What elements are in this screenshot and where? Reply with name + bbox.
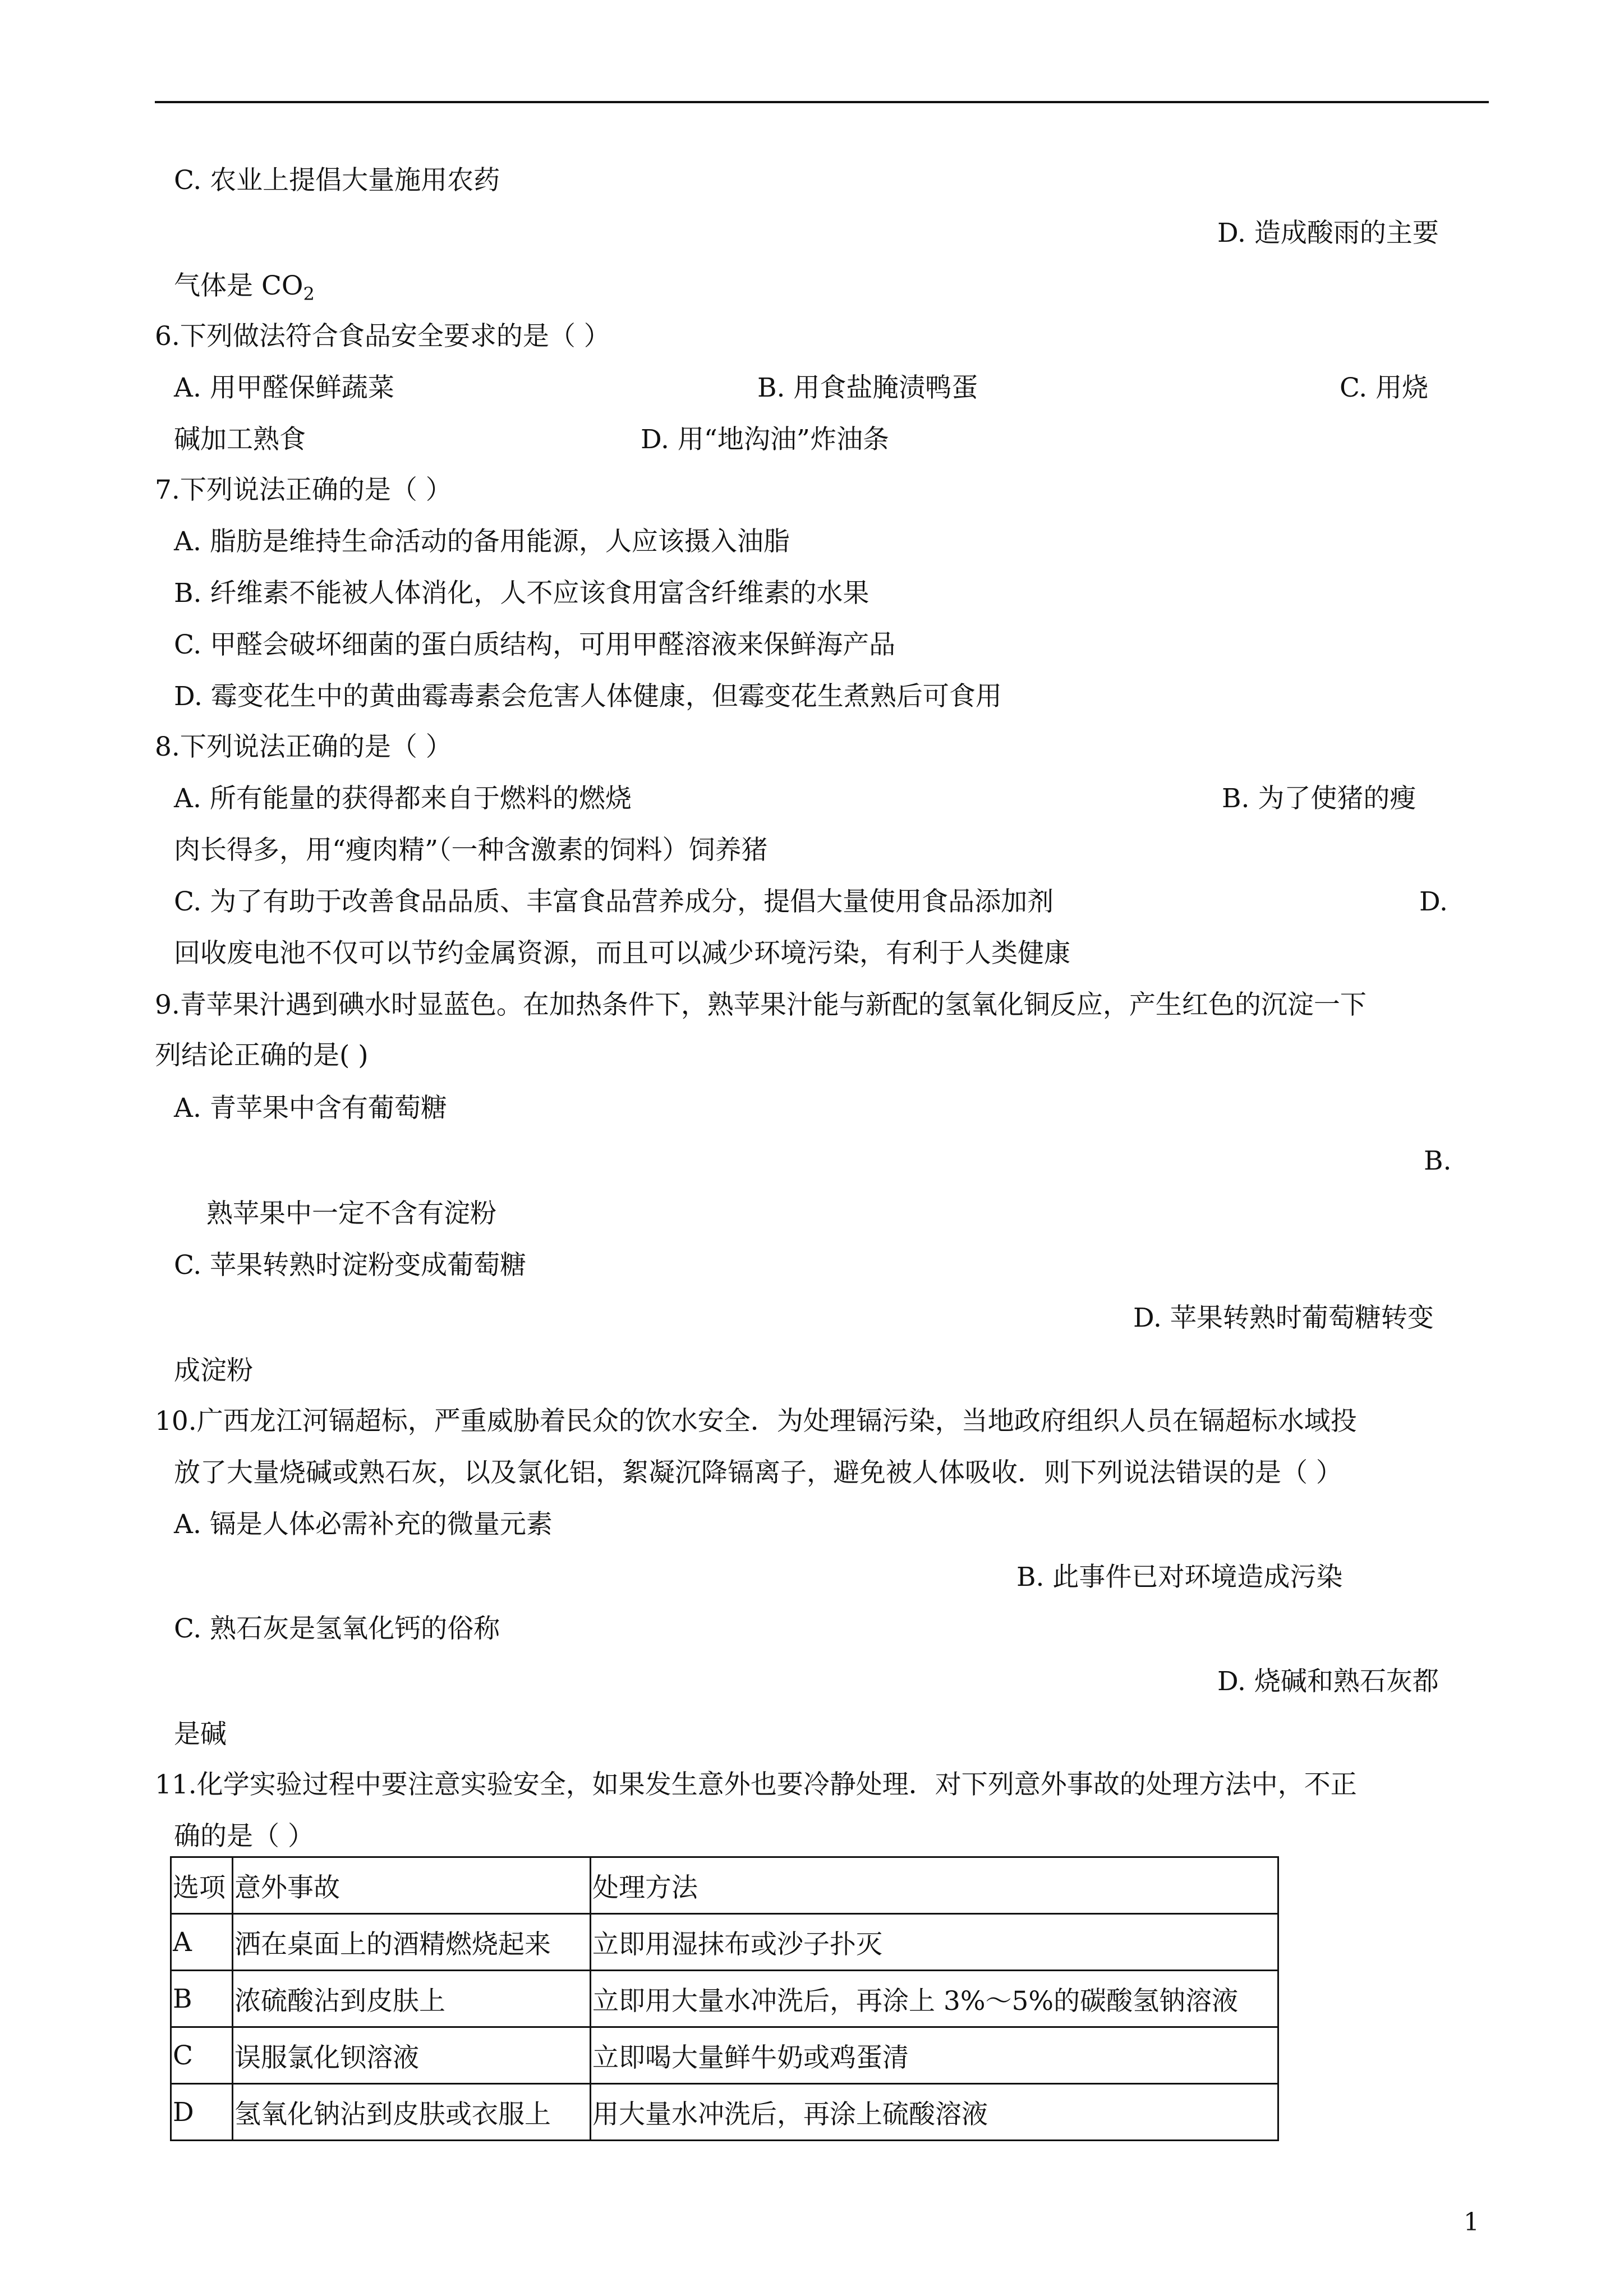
q10-option-b: B. 此事件已对环境造成污染 <box>1016 1562 1343 1593</box>
table-cell: 立即用湿抹布或沙子扑灭 <box>591 1914 1278 1971</box>
table-cell: A <box>171 1914 233 1971</box>
question-8: 8.下列说法正确的是（ ） <box>155 731 452 762</box>
table-cell: 立即用大量水冲洗后，再涂上 3%～5%的碳酸氢钠溶液 <box>591 1971 1278 2027</box>
q9-option-b: B. <box>1424 1145 1452 1176</box>
table-cell: D <box>171 2084 233 2141</box>
header-rule <box>155 101 1489 103</box>
table-cell: B <box>171 1971 233 2027</box>
question-9-continuation: 列结论正确的是( ) <box>155 1040 369 1071</box>
q9-option-b-continuation: 熟苹果中一定不含有淀粉 <box>206 1198 496 1229</box>
q6-option-d: D. 用“地沟油”炸油条 <box>641 424 889 455</box>
q9-option-c: C. 苹果转熟时淀粉变成葡萄糖 <box>174 1250 527 1281</box>
table-header-cell: 处理方法 <box>591 1857 1278 1914</box>
q7-option-c: C. 甲醛会破坏细菌的蛋白质结构，可用甲醛溶液来保鲜海产品 <box>174 629 896 660</box>
page-number: 1 <box>1464 2208 1479 2237</box>
table-cell: 立即喝大量鲜牛奶或鸡蛋清 <box>591 2027 1278 2084</box>
question-6: 6.下列做法符合食品安全要求的是（ ） <box>155 321 610 352</box>
q9-option-d-continuation: 成淀粉 <box>174 1355 253 1386</box>
table-row <box>171 1971 1278 2027</box>
table-cell: 误服氯化钡溶液 <box>233 2027 591 2084</box>
table-cell: 浓硫酸沾到皮肤上 <box>233 1971 591 2027</box>
q7-option-b: B. 纤维素不能被人体消化，人不应该食用富含纤维素的水果 <box>174 578 869 609</box>
q6-option-b: B. 用食盐腌渍鸭蛋 <box>757 372 978 403</box>
table-header-cell: 选项 <box>171 1857 233 1914</box>
question-11-continuation: 确的是（ ） <box>174 1821 314 1852</box>
question-10: 10.广西龙江河镉超标，严重威胁着民众的饮水安全．为处理镉污染，当地政府组织人员在镉超标水域投 <box>155 1406 1357 1437</box>
question-7: 7.下列说法正确的是（ ） <box>155 475 452 505</box>
table-row <box>171 2027 1278 2084</box>
accident-table <box>170 1856 1279 2141</box>
q8-option-c: C. 为了有助于改善食品品质、丰富食品营养成分，提倡大量使用食品添加剂 <box>174 886 1054 917</box>
q9-option-a: A. 青苹果中含有葡萄糖 <box>174 1093 447 1124</box>
option-d-line: D. 造成酸雨的主要 <box>1217 218 1439 249</box>
q8-option-b-continuation: 肉长得多，用“瘦肉精”（一种含激素的饲料）饲养猪 <box>174 835 768 866</box>
table-cell: 氢氧化钠沾到皮肤或衣服上 <box>233 2084 591 2141</box>
table-cell: C <box>171 2027 233 2084</box>
question-9: 9.青苹果汁遇到碘水时显蓝色。在加热条件下，熟苹果汁能与新配的氢氧化铜反应，产生红色的沉淀一下 <box>155 990 1367 1020</box>
q6-option-c-continuation: 碱加工熟食 <box>174 424 306 455</box>
q10-option-d-continuation: 是碱 <box>174 1719 227 1750</box>
q10-option-d: D. 烧碱和熟石灰都 <box>1217 1666 1439 1697</box>
q9-option-d: D. 苹果转熟时葡萄糖转变 <box>1133 1303 1434 1333</box>
question-11: 11.化学实验过程中要注意实验安全，如果发生意外也要冷静处理．对下列意外事故的处理方法中，不正 <box>155 1769 1357 1800</box>
table-header-row <box>171 1857 1278 1914</box>
table-header-cell: 意外事故 <box>233 1857 591 1914</box>
q8-option-b: B. 为了使猪的瘦 <box>1222 783 1416 814</box>
option-d-continuation: 气体是 $CO_2$ <box>174 270 315 305</box>
q8-option-d: D. <box>1419 886 1448 917</box>
q8-option-a: A. 所有能量的获得都来自于燃料的燃烧 <box>174 783 632 814</box>
question-10-continuation: 放了大量烧碱或熟石灰，以及氯化铝，絮凝沉降镉离子，避免被人体吸收．则下列说法错误的是（ ） <box>174 1457 1342 1488</box>
table-cell: 用大量水冲洗后，再涂上硫酸溶液 <box>591 2084 1278 2141</box>
q10-option-a: A. 镉是人体必需补充的微量元素 <box>174 1509 553 1540</box>
table-row <box>171 1914 1278 1971</box>
q6-option-a: A. 用甲醛保鲜蔬菜 <box>174 372 394 403</box>
q8-option-d-continuation: 回收废电池不仅可以节约金属资源，而且可以减少环境污染，有利于人类健康 <box>174 938 1070 969</box>
q10-option-c: C. 熟石灰是氢氧化钙的俗称 <box>174 1613 500 1644</box>
table-cell: 洒在桌面上的酒精燃烧起来 <box>233 1914 591 1971</box>
q7-option-d: D. 霉变花生中的黄曲霉毒素会危害人体健康，但霉变花生煮熟后可食用 <box>174 681 1002 712</box>
q7-option-a: A. 脂肪是维持生命活动的备用能源，人应该摄入油脂 <box>174 526 790 557</box>
q6-option-c: C. 用烧 <box>1340 372 1429 403</box>
option-c-line: C. 农业上提倡大量施用农药 <box>174 165 500 196</box>
table-row <box>171 2084 1278 2141</box>
